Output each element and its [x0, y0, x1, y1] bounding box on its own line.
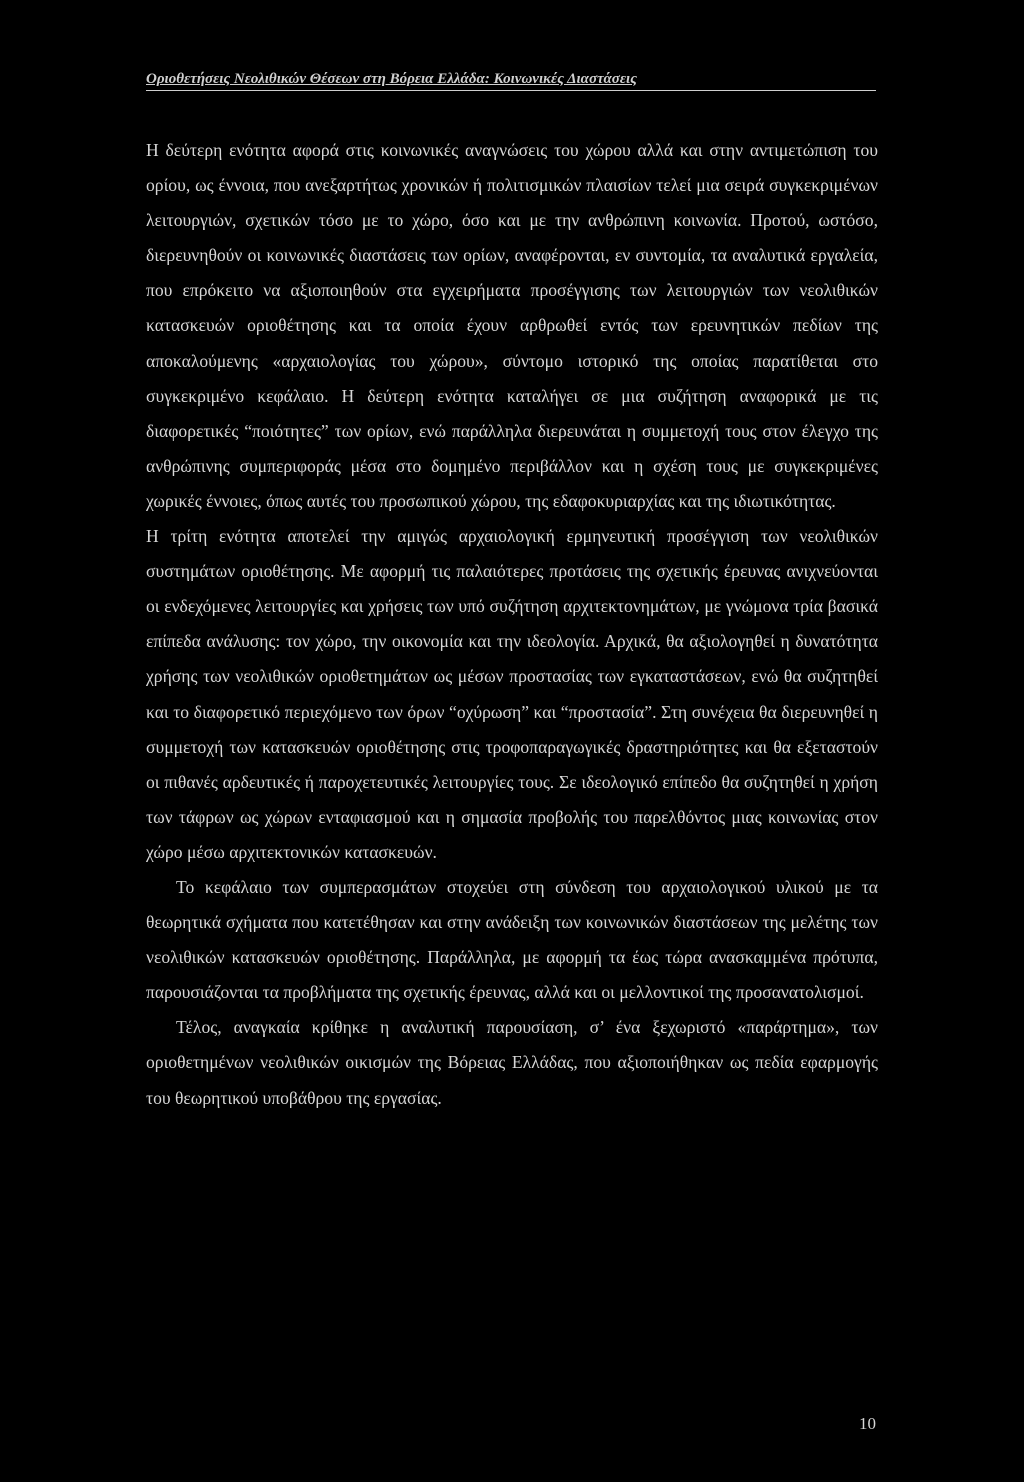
running-header-title: Οριοθετήσεις Νεολιθικών Θέσεων στη Βόρεια Ελλάδα: Κοινωνικές Διαστάσεις [146, 71, 637, 87]
paragraph-conclusions: Το κεφάλαιο των συμπερασμάτων στοχεύει στη σύνδεση του αρχαιολογικού υλικού με τα θεωρητικά σχήματα που κατετέθησαν και στην ανάδειξη των κοινωνικών διαστάσεων της μελέτης των νεολιθικών κατασκευών οριοθέτησης. Παράλληλα, με αφορμή τα έως τώρα ανασκαμμένα πρότυπα, παρουσιάζονται τα προβλήματα της σχετικής έρευνας, αλλά και οι μελλοντικοί της προσανατολισμοί. [146, 876, 878, 1003]
running-header [146, 70, 876, 91]
page-number: 10 [859, 1414, 876, 1433]
body-text [146, 133, 878, 1116]
paragraph-appendix: Τέλος, αναγκαία κρίθηκε η αναλυτική παρουσίαση, σ’ ένα ξεχωριστό «παράρτημα», των οριοθετημένων νεολιθικών οικισμών της Βόρειας Ελλάδας, που αξιοποιήθηκαν ως πεδία εφαρμογής του θεωρητικού υποβάθρου της εργασίας. [146, 1017, 878, 1108]
paragraph-third-section: Η τρίτη ενότητα αποτελεί την αμιγώς αρχαιολογική ερμηνευτική προσέγγιση των νεολιθικών συστημάτων οριοθέτησης. Με αφορμή τις παλαιότερες προτάσεις της σχετικής έρευνας ανιχνεύονται οι ενδεχόμενες λειτουργίες και χρήσεις των υπό συζήτηση αρχιτεκτονημάτων, με γνώμονα τρία βασικά επίπεδα ανάλυσης: τον χώρο, την οικονομία και την ιδεολογία. Αρχικά, θα αξιολογηθεί η δυνατότητα χρήσης των νεολιθικών οριοθετημάτων ως μέσων προστασίας των εγκαταστάσεων, ενώ θα συζητηθεί και το διαφορετικό περιεχόμενο των όρων “οχύρωση” και “προστασία”. Στη συνέχεια θα διερευνηθεί η συμμετοχή των κατασκευών οριοθέτησης στις τροφοπαραγωγικές δραστηριότητες και θα εξεταστούν οι πιθανές αρδευτικές ή παροχετευτικές λειτουργίες τους. Σε ιδεολογικό επίπεδο θα συζητηθεί η χρήση των τάφρων ως χώρων ενταφιασμού και η σημασία προβολής του παρελθόντος μιας κοινωνίας στον χώρο μέσω αρχιτεκτονικών κατασκευών. [146, 526, 878, 862]
paragraph-second-section: Η δεύτερη ενότητα αφορά στις κοινωνικές αναγνώσεις του χώρου αλλά και στην αντιμετώπιση του ορίου, ως έννοια, που ανεξαρτήτως χρονικών ή πολιτισμικών πλαισίων τελεί μια σειρά συγκεκριμένων λειτουργιών, σχετικών τόσο με το χώρο, όσο και με την ανθρώπινη κοινωνία. Προτού, ωστόσο, διερευνηθούν οι κοινωνικές διαστάσεις των ορίων, αναφέρονται, εν συντομία, τα αναλυτικά εργαλεία, που επρόκειτο να αξιοποιηθούν στα εγχειρήματα προσέγγισης των λειτουργιών των νεολιθικών κατασκευών οριοθέτησης και τα οποία έχουν αρθρωθεί εντός των ερευνητικών πεδίων της αποκαλούμενης «αρχαιολογίας του χώρου», σύντομο ιστορικό της οποίας παρατίθεται στο συγκεκριμένο κεφάλαιο. Η δεύτερη ενότητα καταλήγει σε μια συζήτηση αναφορικά με τις διαφορετικές “ποιότητες” των ορίων, ενώ παράλληλα διερευνάται η συμμετοχή τους στον έλεγχο της ανθρώπινης συμπεριφοράς μέσα στο δομημένο περιβάλλον και η σχέση τους με συγκεκριμένες χωρικές έννοιες, όπως αυτές του προσωπικού χώρου, της εδαφοκυριαρχίας και της ιδιωτικότητας. [146, 140, 878, 511]
